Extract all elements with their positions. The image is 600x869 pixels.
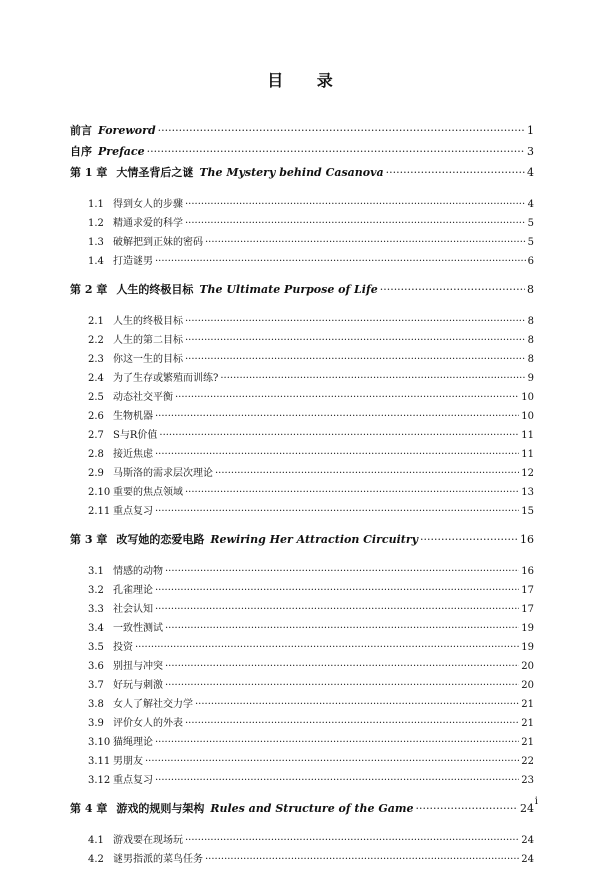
entry-title-zh: 重点复习 <box>113 775 153 786</box>
entry-number: 2.9 <box>88 468 104 479</box>
entry-number: 1.3 <box>88 237 104 248</box>
dot-leader <box>155 506 519 517</box>
entry-number: 前言 <box>70 124 92 137</box>
entry-number: 自序 <box>70 145 92 158</box>
entry-number: 2.11 <box>88 506 111 517</box>
entry-title-zh: 人生的终极目标 <box>116 283 194 296</box>
entry-title-zh: 评价女人的外表 <box>113 718 183 729</box>
dot-leader <box>420 533 518 546</box>
entry-number: 4.2 <box>88 854 104 865</box>
entry-page-number: 9 <box>527 373 534 384</box>
entry-number: 1.2 <box>88 218 104 229</box>
toc-chapter-entry[interactable] <box>70 800 534 821</box>
entry-page-number: 6 <box>527 256 534 267</box>
entry-number: 3.5 <box>88 642 104 653</box>
entry-number: 3.6 <box>88 661 104 672</box>
entry-number: 3.7 <box>88 680 104 691</box>
toc-section-entry[interactable] <box>70 445 534 464</box>
page-number: i <box>534 796 538 807</box>
entry-number: 2.2 <box>88 335 104 346</box>
dot-leader <box>185 487 519 498</box>
toc-section-entry[interactable] <box>70 195 534 214</box>
entry-number: 3.10 <box>88 737 111 748</box>
dot-leader <box>386 166 525 179</box>
entry-page-number: 24 <box>521 854 534 865</box>
dot-leader <box>145 756 519 767</box>
toc-section-entry[interactable] <box>70 600 534 619</box>
entry-title-zh: 为了生存或繁殖而训练? <box>113 373 219 384</box>
entry-number: 3.11 <box>88 756 111 767</box>
toc-section-entry[interactable] <box>70 312 534 331</box>
toc-section-entry[interactable] <box>70 619 534 638</box>
entry-title-zh: 投资 <box>113 642 133 653</box>
entry-page-number: 24 <box>520 802 534 815</box>
dot-leader <box>195 699 519 710</box>
dot-leader <box>135 642 519 653</box>
entry-number: 第 1 章 <box>70 166 108 179</box>
entry-number: 1.1 <box>88 199 104 210</box>
entry-page-number: 8 <box>527 354 534 365</box>
entry-page-number: 21 <box>521 737 534 748</box>
entry-number: 1.4 <box>88 256 104 267</box>
entry-title-en: Rules and Structure of the Game <box>210 802 414 815</box>
dot-leader <box>185 835 519 846</box>
toc-section-entry[interactable] <box>70 831 534 850</box>
dot-leader <box>416 802 519 815</box>
entry-number: 2.8 <box>88 449 104 460</box>
dot-leader <box>185 335 526 346</box>
entry-title-zh: 得到女人的步骤 <box>113 199 183 210</box>
entry-title-en: Foreword <box>98 124 156 137</box>
entry-page-number: 22 <box>521 756 534 767</box>
entry-page-number: 21 <box>521 718 534 729</box>
dot-leader <box>185 316 526 327</box>
entry-page-number: 23 <box>521 775 534 786</box>
entry-title-zh: 大情圣背后之谜 <box>116 166 194 179</box>
entry-number: 2.7 <box>88 430 104 441</box>
entry-page-number: 4 <box>527 199 534 210</box>
toc-section-entry[interactable] <box>70 714 534 733</box>
entry-number: 3.9 <box>88 718 104 729</box>
entry-title-zh: 情感的动物 <box>113 566 163 577</box>
dot-leader <box>185 199 526 210</box>
entry-title-zh: 猫绳理论 <box>113 737 153 748</box>
entry-page-number: 11 <box>521 430 534 441</box>
toc-section-entry[interactable] <box>70 350 534 369</box>
entry-number: 3.1 <box>88 566 104 577</box>
dot-leader <box>215 468 519 479</box>
entry-title-zh: 打造谜男 <box>113 256 153 267</box>
table-of-contents <box>70 122 534 869</box>
entry-title-en: The Ultimate Purpose of Life <box>199 283 378 296</box>
entry-title-en: The Mystery behind Casanova <box>199 166 384 179</box>
toc-section-entry[interactable] <box>70 233 534 252</box>
entry-title-zh: 谜男指派的菜鸟任务 <box>113 854 203 865</box>
toc-section-entry[interactable] <box>70 850 534 869</box>
toc-section-entry[interactable] <box>70 638 534 657</box>
dot-leader <box>175 392 519 403</box>
entry-title-en: Rewiring Her Attraction Circuitry <box>210 533 419 546</box>
entry-page-number: 21 <box>521 699 534 710</box>
dot-leader <box>185 218 526 229</box>
dot-leader <box>155 585 519 596</box>
entry-title-zh: 女人了解社交力学 <box>113 699 193 710</box>
toc-section-entry[interactable] <box>70 407 534 426</box>
entry-number: 2.5 <box>88 392 104 403</box>
entry-title-zh: 破解把到正妹的密码 <box>113 237 203 248</box>
entry-page-number: 16 <box>521 566 534 577</box>
entry-page-number: 13 <box>521 487 534 498</box>
toc-section-entry[interactable] <box>70 657 534 676</box>
toc-section-entry[interactable] <box>70 464 534 483</box>
entry-title-zh: 接近焦虑 <box>113 449 153 460</box>
entry-number: 第 3 章 <box>70 533 108 546</box>
toc-chapter-entry[interactable] <box>70 281 534 302</box>
entry-page-number: 12 <box>521 468 534 479</box>
dot-leader <box>220 373 525 384</box>
entry-page-number: 10 <box>521 392 534 403</box>
dot-leader <box>205 854 519 865</box>
entry-number: 2.4 <box>88 373 104 384</box>
dot-leader <box>165 680 519 691</box>
toc-section-entry[interactable] <box>70 502 534 521</box>
entry-page-number: 8 <box>527 283 534 296</box>
entry-title-zh: 改写她的恋爱电路 <box>116 533 205 546</box>
page-title: 目 录 <box>267 71 347 90</box>
entry-title-zh: 生物机器 <box>113 411 153 422</box>
toc-section-entry[interactable] <box>70 695 534 714</box>
toc-section-entry[interactable] <box>70 562 534 581</box>
entry-title-zh: 人生的终极目标 <box>113 316 183 327</box>
entry-page-number: 15 <box>521 506 534 517</box>
entry-title-zh: 好玩与刺激 <box>113 680 163 691</box>
entry-page-number: 4 <box>527 166 534 179</box>
toc-section-entry[interactable] <box>70 426 534 445</box>
entry-page-number: 8 <box>527 316 534 327</box>
entry-page-number: 17 <box>521 585 534 596</box>
dot-leader <box>158 124 525 137</box>
entry-title-zh: 社会认知 <box>113 604 153 615</box>
entry-page-number: 8 <box>527 335 534 346</box>
entry-number: 3.3 <box>88 604 104 615</box>
entry-page-number: 24 <box>521 835 534 846</box>
toc-section-entry[interactable] <box>70 388 534 407</box>
dot-leader <box>155 737 519 748</box>
entry-title-zh: 马斯洛的需求层次理论 <box>113 468 213 479</box>
entry-number: 2.10 <box>88 487 111 498</box>
entry-number: 3.4 <box>88 623 104 634</box>
toc-section-entry[interactable] <box>70 733 534 752</box>
dot-leader <box>165 566 519 577</box>
entry-title-zh: 人生的第二目标 <box>113 335 183 346</box>
dot-leader <box>185 354 526 365</box>
entry-title-zh: 孔雀理论 <box>113 585 153 596</box>
toc-chapter-entry[interactable] <box>70 164 534 185</box>
entry-page-number: 16 <box>520 533 534 546</box>
dot-leader <box>155 449 519 460</box>
entry-page-number: 19 <box>521 642 534 653</box>
entry-title-zh: 重要的焦点领域 <box>113 487 183 498</box>
dot-leader <box>155 256 526 267</box>
entry-number: 2.3 <box>88 354 104 365</box>
entry-number: 2.1 <box>88 316 104 327</box>
entry-title-zh: 一致性测试 <box>113 623 163 634</box>
entry-page-number: 17 <box>521 604 534 615</box>
entry-page-number: 10 <box>521 411 534 422</box>
dot-leader <box>205 237 526 248</box>
entry-number: 4.1 <box>88 835 104 846</box>
dot-leader <box>155 775 519 786</box>
entry-page-number: 20 <box>521 661 534 672</box>
entry-page-number: 1 <box>527 124 534 137</box>
entry-title-zh: 重点复习 <box>113 506 153 517</box>
entry-title-zh: 男朋友 <box>113 756 143 767</box>
entry-title-zh: S与R价值 <box>113 430 158 441</box>
dot-leader <box>155 604 519 615</box>
entry-number: 3.8 <box>88 699 104 710</box>
entry-number: 3.12 <box>88 775 111 786</box>
toc-section-entry[interactable] <box>70 771 534 790</box>
toc-section-entry[interactable] <box>70 331 534 350</box>
toc-section-entry[interactable] <box>70 676 534 695</box>
dot-leader <box>155 411 519 422</box>
entry-page-number: 11 <box>521 449 534 460</box>
entry-page-number: 19 <box>521 623 534 634</box>
entry-number: 3.2 <box>88 585 104 596</box>
entry-title-zh: 动态社交平衡 <box>113 392 173 403</box>
dot-leader <box>165 661 519 672</box>
entry-title-zh: 别扭与冲突 <box>113 661 163 672</box>
dot-leader <box>380 283 525 296</box>
entry-number: 2.6 <box>88 411 104 422</box>
entry-title-zh: 游戏要在现场玩 <box>113 835 183 846</box>
entry-title-en: Preface <box>98 145 145 158</box>
toc-section-entry[interactable] <box>70 214 534 233</box>
entry-page-number: 20 <box>521 680 534 691</box>
toc-section-entry[interactable] <box>70 369 534 388</box>
toc-section-entry[interactable] <box>70 252 534 271</box>
entry-title-zh: 你这一生的目标 <box>113 354 183 365</box>
dot-leader <box>185 718 519 729</box>
entry-page-number: 3 <box>527 145 534 158</box>
dot-leader <box>147 145 525 158</box>
toc-section-entry[interactable] <box>70 581 534 600</box>
entry-number: 第 2 章 <box>70 283 108 296</box>
dot-leader <box>165 623 519 634</box>
toc-chapter-entry[interactable] <box>70 531 534 552</box>
entry-page-number: 5 <box>527 237 534 248</box>
toc-section-entry[interactable] <box>70 483 534 502</box>
entry-title-zh: 游戏的规则与架构 <box>116 802 205 815</box>
toc-chapter-entry[interactable] <box>70 143 534 164</box>
toc-section-entry[interactable] <box>70 752 534 771</box>
entry-number: 第 4 章 <box>70 802 108 815</box>
toc-chapter-entry[interactable] <box>70 122 534 143</box>
entry-page-number: 5 <box>527 218 534 229</box>
entry-title-zh: 精通求爱的科学 <box>113 218 183 229</box>
dot-leader <box>159 430 519 441</box>
